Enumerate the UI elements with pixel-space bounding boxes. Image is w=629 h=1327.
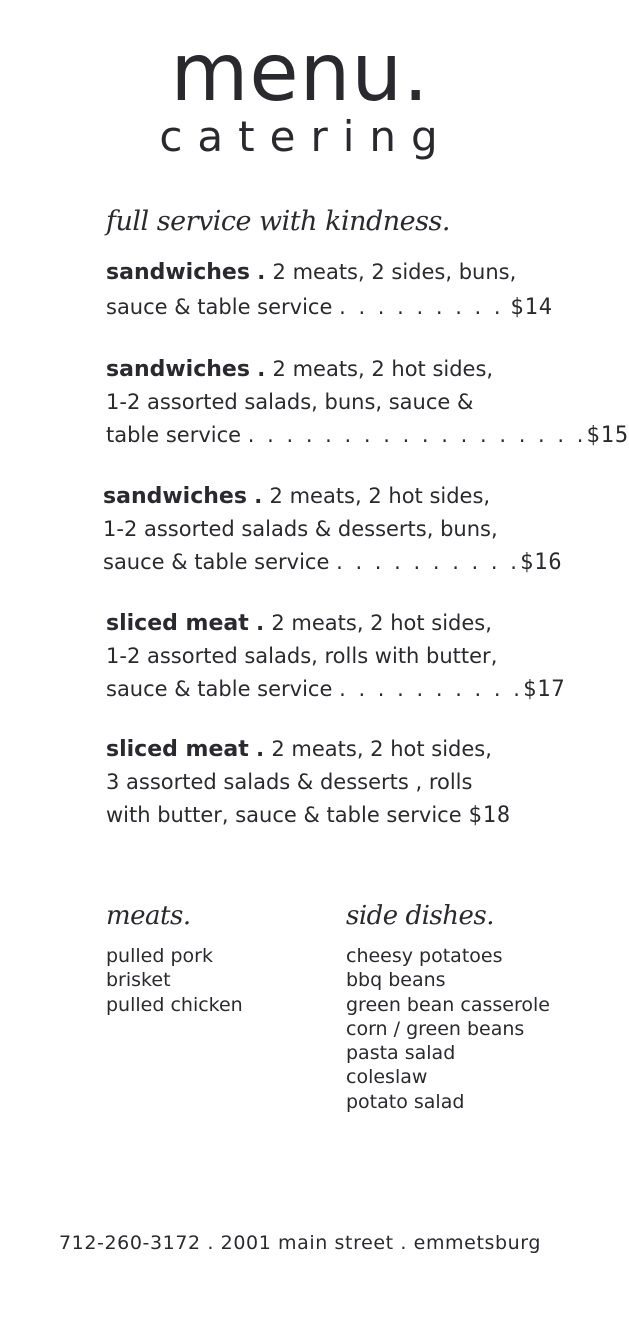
package-name: sandwiches — [103, 484, 247, 509]
meats-list — [106, 944, 243, 1017]
package-desc: 2 meats, 2 hot sides, — [271, 611, 492, 635]
package-desc: 2 meats, 2 hot sides, — [271, 737, 492, 761]
package-price: $17 — [522, 677, 566, 702]
list-item: corn / green beans — [346, 1017, 525, 1040]
package-desc: sauce & table service — [106, 295, 333, 319]
package-desc: table service — [106, 423, 242, 447]
package-desc: 1-2 assorted salads, rolls with butter, — [106, 644, 498, 668]
package-desc: 2 meats, 2 hot sides, — [269, 484, 491, 508]
list-item: cheesy potatoes — [346, 945, 503, 967]
dot-leader: . . . . . . . . . . — [339, 677, 523, 701]
package-name: sliced meat — [106, 737, 249, 762]
list-item: brisket — [106, 969, 171, 992]
list-item: potato salad — [346, 1090, 465, 1113]
package-line: sliced meat . 2 meats, 2 hot sides, — [106, 737, 492, 762]
sides-list — [346, 944, 550, 1114]
package-line — [106, 766, 546, 799]
menu-title: menu. — [170, 26, 430, 119]
footer-city: emmetsburg — [413, 1232, 542, 1254]
package-name: sandwiches — [106, 260, 250, 285]
list-item: pulled pork — [106, 945, 213, 967]
package-1 — [106, 256, 554, 324]
footer-phone: 712-260-3172 — [58, 1232, 201, 1254]
package-price: $15 — [586, 423, 629, 448]
package-name: sliced meat — [106, 611, 249, 636]
package-line — [106, 291, 554, 324]
package-line: sliced meat . 2 meats, 2 hot sides, — [106, 611, 492, 636]
package-line — [106, 673, 566, 706]
list-item: bbq beans — [346, 969, 446, 992]
package-desc: sauce & table service — [106, 677, 333, 701]
menu-subtitle: catering — [159, 112, 453, 161]
list-item: pulled chicken — [106, 993, 243, 1016]
package-price: $14 — [510, 295, 554, 320]
dot-leader: . . . . . . . . . . — [336, 550, 520, 574]
footer-contact: 712-260-3172 . 2001 main street . emmetsburg — [58, 1232, 542, 1254]
package-desc: sauce & table service — [103, 550, 330, 574]
package-desc: 2 meats, 2 hot sides, — [272, 357, 494, 381]
package-line — [106, 386, 546, 419]
package-line — [103, 513, 543, 546]
list-item: green bean casserole — [346, 993, 550, 1016]
package-line — [103, 546, 563, 579]
package-2 — [106, 353, 629, 452]
footer-address: 2001 main street — [220, 1232, 394, 1254]
package-desc: with butter, sauce & table service — [106, 803, 462, 827]
package-line: sandwiches . 2 meats, 2 hot sides, — [103, 484, 491, 509]
package-line — [106, 419, 629, 452]
package-4 — [106, 607, 566, 706]
package-line — [106, 799, 546, 832]
package-line: sandwiches . 2 meats, 2 hot sides, — [106, 357, 494, 382]
package-price: $18 — [468, 803, 512, 828]
dot-leader: . . . . . . . . . — [339, 295, 504, 319]
list-item: pasta salad — [346, 1042, 456, 1065]
list-item: coleslaw — [346, 1066, 428, 1089]
package-desc: 3 assorted salads & desserts , rolls — [106, 770, 473, 794]
package-desc: 1-2 assorted salads & desserts, buns, — [103, 517, 498, 541]
package-name: sandwiches — [106, 357, 250, 382]
sides-heading: side dishes. — [346, 901, 494, 931]
package-3 — [103, 480, 563, 579]
tagline: full service with kindness. — [106, 206, 450, 237]
package-desc: 2 meats, 2 sides, buns, — [272, 260, 517, 284]
package-5 — [106, 733, 546, 832]
package-price: $16 — [519, 550, 563, 575]
package-line — [106, 640, 546, 673]
dot-leader: . . . . . . . . . . . . . . . . . . — [247, 423, 587, 447]
meats-heading: meats. — [106, 901, 191, 931]
package-line: sandwiches . 2 meats, 2 sides, buns, — [106, 260, 517, 285]
package-desc: 1-2 assorted salads, buns, sauce & — [106, 390, 474, 414]
